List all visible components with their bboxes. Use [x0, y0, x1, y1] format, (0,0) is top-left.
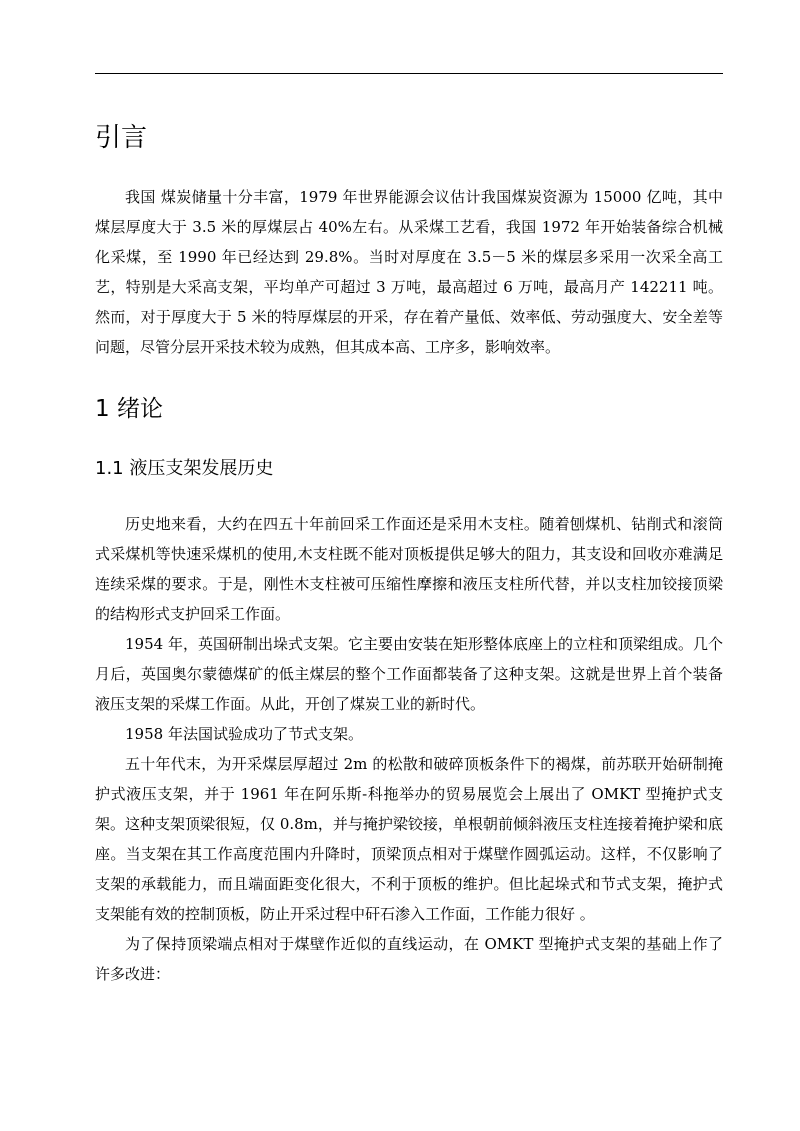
body-paragraph: 为了保持顶梁端点相对于煤壁作近似的直线运动，在 OMKT 型掩护式支架的基础上作了许多改进： — [95, 935, 723, 983]
intro-paragraph: 我国 煤炭储量十分丰富，1979 年世界能源会议估计我国煤炭资源为 15000 亿吨，其中煤层厚度大于 3.5 米的厚煤层占 40%左右。从采煤工艺看，我国 1972 年开始装备综合机械化采煤，至 1990 年已经达到 29.8%。当时对厚度在 3.5－5 米的煤层多采用一次采全高工艺，特别是大采高支架，平均单产可超过 3 万吨，最高超过 6 万吨，最高月产 142211 吨。然而，对于厚度大于 5 米的特厚煤层的开采，存在着产量低、效率低、劳动强度大、安全差等问题，尽管分层开采技术较为成熟，但其成本高、工序多，影响效率。 — [95, 188, 723, 356]
header-rule — [95, 73, 723, 74]
intro-section — [95, 182, 723, 362]
body-paragraph: 1958 年法国试验成功了节式支架。 — [125, 725, 363, 743]
intro-heading: 引言 — [95, 123, 148, 153]
chapter-1-heading: 1 绪论 — [95, 396, 163, 422]
section-1-1-body — [95, 509, 723, 989]
body-paragraph: 1954 年，英国研制出垛式支架。它主要由安装在矩形整体底座上的立柱和顶梁组成。几个月后，英国奥尔蒙德煤矿的低主煤层的整个工作面都装备了这种支架。这就是世界上首个装备液压支架的采煤工作面。从此，开创了煤炭工业的新时代。 — [95, 635, 723, 713]
body-paragraph: 历史地来看，大约在四五十年前回采工作面还是采用木支柱。随着刨煤机、钻削式和滚筒式采煤机等快速采煤机的使用,木支柱既不能对顶板提供足够大的阻力，其支设和回收亦难满足连续采煤的要求。于是，刚性木支柱被可压缩性摩擦和液压支柱所代替，并以支柱加铰接顶梁的结构形式支护回采工作面。 — [95, 515, 723, 623]
body-paragraph: 五十年代末，为开采煤层厚超过 2m 的松散和破碎顶板条件下的褐煤，前苏联开始研制掩护式液压支架，并于 1961 年在阿乐斯-科拖举办的贸易展览会上展出了 OMKT 型掩护式支架。这种支架顶梁很短，仅 0.8m，并与掩护梁铰接，单根朝前倾斜液压支柱连接着掩护梁和底座。当支架在其工作高度范围内升降时，顶梁顶点相对于煤壁作圆弧运动。这样，不仅影响了支架的承载能力，而且端面距变化很大，不利于顶板的维护。但比起垛式和节式支架，掩护式支架能有效的控制顶板，防止开采过程中矸石渗入工作面，工作能力很好 。 — [95, 755, 723, 923]
section-1-1-heading: 1.1 液压支架发展历史 — [95, 458, 274, 479]
